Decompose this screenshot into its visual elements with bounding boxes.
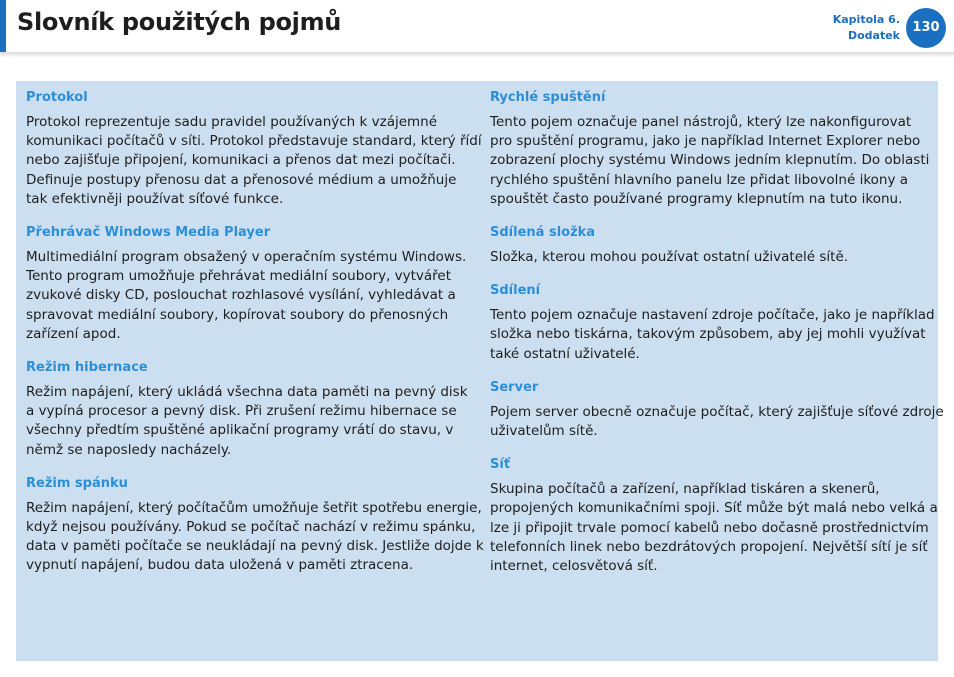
header-divider <box>0 52 954 58</box>
term-title-server: Server <box>490 379 539 395</box>
term-description-rezim-hibernace <box>26 383 466 460</box>
description-line: Multimediální program obsažený v operačním systému Windows. <box>26 249 467 266</box>
description-line: Protokol reprezentuje sadu pravidel používaných k vzájemné <box>26 114 438 130</box>
description-line: Pojem server obecně označuje počítač, který zajišťuje síťové zdroje <box>490 403 944 420</box>
term-description-rezim-spanku <box>26 499 484 576</box>
term-title-protokol: Protokol <box>26 90 88 105</box>
description-line: Tento pojem označuje panel nástrojů, který lze nakonfigurovat <box>490 114 912 130</box>
description-line: všechny předtím spuštěné aplikační programy vrátí do stavu, v <box>26 422 454 439</box>
description-line: Režim napájení, který počítačům umožňuje šetřit spotřebu energie, <box>26 499 482 516</box>
description-line: Skupina počítačů a zařízení, například tiskáren a skenerů, <box>490 481 880 498</box>
description-line: data v paměti počítače se neukládají na pevný disk. Jestliže dojde k <box>26 538 484 555</box>
description-line: Režim napájení, který ukládá všechna data paměti na pevný disk <box>26 384 468 401</box>
term-title-sdilena-slozka: Sdílená složka <box>490 225 596 241</box>
glossary-panel <box>16 81 944 661</box>
description-line: propojených komunikačními spoji. Síť může být malá nebo velká a <box>490 500 938 517</box>
term-title-rezim-hibernace: Režim hibernace <box>26 360 148 376</box>
term-description-protokol <box>26 113 482 209</box>
glossary-column-left <box>26 88 484 590</box>
description-line: zvukové disky CD, poslouchat rozhlasové vysílání, vyhledávat a <box>26 287 456 304</box>
description-line: internet, celosvětová síť. <box>490 558 658 575</box>
term-description-rychle-spusteni <box>490 113 930 209</box>
description-line: nebo zajišťuje připojení, komunikaci a přenos dat mezi počítači. <box>26 152 456 169</box>
description-line: němž se naposledy nacházely. <box>26 441 232 458</box>
description-line: pro spuštění programu, jako je například Internet Explorer nebo <box>490 133 921 150</box>
description-line: také ostatní uživatelé. <box>490 345 640 362</box>
description-line: Tento program umožňuje přehrávat mediální soubory, vytvářet <box>26 268 452 285</box>
glossary-column-right <box>490 88 944 590</box>
description-line: zařízení apod. <box>26 325 121 342</box>
description-line: spouštět často používané programy klepnutím na tuto ikonu. <box>490 190 903 207</box>
page-number-badge: 130 <box>906 8 946 48</box>
description-line: Tento pojem označuje nastavení zdroje počítače, jako je například <box>490 307 935 324</box>
description-line: komunikaci počítačů v síti. Protokol představuje standard, který řídí <box>26 133 482 150</box>
term-title-rychle-spusteni: Rychlé spuštění <box>490 90 606 105</box>
page-title: Slovník použitých pojmů <box>17 8 342 36</box>
term-title-sdileni: Sdílení <box>490 283 541 299</box>
term-description-sit <box>490 480 938 576</box>
description-line: uživatelům sítě. <box>490 423 598 440</box>
description-line: rychlého spuštění hlavního panelu lze přidat libovolné ikony a <box>490 171 909 188</box>
description-line: spravovat mediální soubory, kopírovat soubory do přenosných <box>26 306 449 323</box>
description-line: lze ji připojit trvale pomocí kabelů nebo dočasně prostřednictvím <box>490 519 929 536</box>
description-line: zobrazení plochy systému Windows jedním klepnutím. Do oblasti <box>490 152 930 169</box>
term-title-rezim-spanku: Režim spánku <box>26 475 128 491</box>
term-description-server <box>490 403 944 441</box>
term-description-sdileni <box>490 306 935 364</box>
description-line: Složka, kterou mohou používat ostatní uživatelé sítě. <box>490 249 849 266</box>
description-line: telefonních linek nebo bezdrátových propojení. Největší sítí je síť <box>490 538 928 555</box>
term-title-prehravac-windows-media-player: Přehrávač Windows Media Player <box>26 225 271 241</box>
description-line: když nejsou používány. Pokud se počítač nachází v režimu spánku, <box>26 519 476 536</box>
chapter-number: Kapitola 6. <box>832 13 900 26</box>
description-line: Definuje postupy přenosu dat a přenosové médium a umožňuje <box>26 171 457 188</box>
header-accent-bar <box>0 0 6 52</box>
chapter-name: Dodatek <box>847 29 900 42</box>
chapter-info <box>833 12 900 44</box>
term-description-prehravac-windows-media-player <box>26 248 466 344</box>
term-description-sdilena-slozka <box>490 248 930 267</box>
description-line: složka nebo tiskárna, takovým způsobem, aby jej mohli využívat <box>490 326 926 343</box>
term-title-sit: Síť <box>490 457 511 473</box>
description-line: a vypíná procesor a pevný disk. Při zrušení režimu hibernace se <box>26 403 457 420</box>
description-line: vypnutí napájení, budou data uložená v paměti ztracena. <box>26 557 414 574</box>
description-line: tak efektivněji používat síťové funkce. <box>26 190 284 207</box>
